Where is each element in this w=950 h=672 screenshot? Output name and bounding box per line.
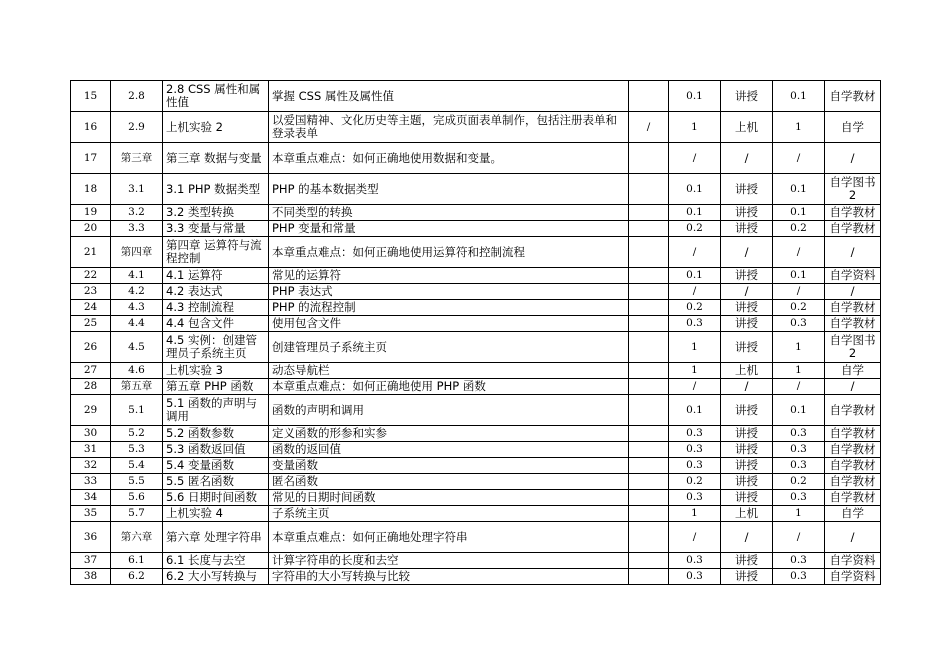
row-number: 38 <box>71 569 111 585</box>
section-number: 5.7 <box>111 506 163 522</box>
extra-cell: / <box>629 112 669 143</box>
table-row <box>71 522 881 553</box>
resource-cell: 自学教材 <box>825 490 881 506</box>
extra-cell <box>629 300 669 316</box>
self-study-hours-cell: / <box>773 379 825 395</box>
section-number: 第三章 <box>111 143 163 174</box>
topic-cell: 5.5 匿名函数 <box>163 474 269 490</box>
extra-cell <box>629 490 669 506</box>
extra-cell <box>629 474 669 490</box>
section-number: 第六章 <box>111 522 163 553</box>
hours-cell: / <box>669 143 721 174</box>
resource-cell: 自学资料 <box>825 553 881 569</box>
resource-cell: 自学教材 <box>825 395 881 426</box>
teaching-mode-cell: 讲授 <box>721 490 773 506</box>
hours-cell: 0.3 <box>669 426 721 442</box>
table-row <box>71 332 881 363</box>
topic-cell: 4.2 表达式 <box>163 284 269 300</box>
extra-cell <box>629 316 669 332</box>
teaching-mode-cell: 讲授 <box>721 300 773 316</box>
content-cell: 定义函数的形参和实参 <box>269 426 629 442</box>
topic-cell: 上机实验 3 <box>163 363 269 379</box>
topic-cell: 第三章 数据与变量 <box>163 143 269 174</box>
row-number: 29 <box>71 395 111 426</box>
extra-cell <box>629 205 669 221</box>
self-study-hours-cell: 1 <box>773 506 825 522</box>
extra-cell <box>629 221 669 237</box>
topic-cell: 上机实验 2 <box>163 112 269 143</box>
topic-cell: 5.3 函数返回值 <box>163 442 269 458</box>
topic-cell: 5.4 变量函数 <box>163 458 269 474</box>
hours-cell: / <box>669 379 721 395</box>
extra-cell <box>629 395 669 426</box>
row-number: 24 <box>71 300 111 316</box>
content-cell: 本章重点难点：如何正确地使用 PHP 函数 <box>269 379 629 395</box>
extra-cell <box>629 522 669 553</box>
resource-cell: 自学教材 <box>825 205 881 221</box>
resource-cell: 自学教材 <box>825 426 881 442</box>
row-number: 36 <box>71 522 111 553</box>
teaching-mode-cell: 讲授 <box>721 395 773 426</box>
content-cell: 不同类型的转换 <box>269 205 629 221</box>
table-row <box>71 569 881 585</box>
self-study-hours-cell: 0.2 <box>773 300 825 316</box>
table-row <box>71 268 881 284</box>
content-cell: 常见的日期时间函数 <box>269 490 629 506</box>
topic-cell: 4.4 包含文件 <box>163 316 269 332</box>
resource-cell: 自学资料 <box>825 268 881 284</box>
hours-cell: 0.3 <box>669 490 721 506</box>
resource-cell: 自学教材 <box>825 300 881 316</box>
self-study-hours-cell: 0.3 <box>773 442 825 458</box>
resource-cell: 自学教材 <box>825 442 881 458</box>
hours-cell: 0.3 <box>669 316 721 332</box>
table-row <box>71 458 881 474</box>
syllabus-table <box>70 80 881 585</box>
hours-cell: / <box>669 284 721 300</box>
topic-cell: 3.1 PHP 数据类型 <box>163 174 269 205</box>
teaching-mode-cell: / <box>721 143 773 174</box>
row-number: 37 <box>71 553 111 569</box>
hours-cell: 1 <box>669 332 721 363</box>
teaching-mode-cell: 讲授 <box>721 442 773 458</box>
self-study-hours-cell: 0.1 <box>773 205 825 221</box>
resource-cell: 自学 <box>825 112 881 143</box>
resource-cell: / <box>825 284 881 300</box>
section-number: 2.8 <box>111 81 163 112</box>
extra-cell <box>629 332 669 363</box>
section-number: 4.5 <box>111 332 163 363</box>
row-number: 21 <box>71 237 111 268</box>
section-number: 3.2 <box>111 205 163 221</box>
content-cell: 计算字符串的长度和去空 <box>269 553 629 569</box>
row-number: 26 <box>71 332 111 363</box>
self-study-hours-cell: 0.3 <box>773 490 825 506</box>
content-cell: 函数的返回值 <box>269 442 629 458</box>
topic-cell: 6.2 大小写转换与 <box>163 569 269 585</box>
table-row <box>71 143 881 174</box>
topic-cell: 第六章 处理字符串 <box>163 522 269 553</box>
table-row <box>71 474 881 490</box>
self-study-hours-cell: 0.1 <box>773 395 825 426</box>
extra-cell <box>629 174 669 205</box>
resource-cell: 自学 <box>825 363 881 379</box>
teaching-mode-cell: 讲授 <box>721 569 773 585</box>
teaching-mode-cell: / <box>721 284 773 300</box>
extra-cell <box>629 442 669 458</box>
content-cell: 常见的运算符 <box>269 268 629 284</box>
self-study-hours-cell: 0.3 <box>773 458 825 474</box>
table-row <box>71 300 881 316</box>
row-number: 23 <box>71 284 111 300</box>
resource-cell: 自学教材 <box>825 474 881 490</box>
row-number: 31 <box>71 442 111 458</box>
teaching-mode-cell: 讲授 <box>721 81 773 112</box>
row-number: 19 <box>71 205 111 221</box>
hours-cell: 1 <box>669 363 721 379</box>
content-cell: 动态导航栏 <box>269 363 629 379</box>
extra-cell <box>629 553 669 569</box>
content-cell: 子系统主页 <box>269 506 629 522</box>
content-cell: 匿名函数 <box>269 474 629 490</box>
topic-cell: 2.8 CSS 属性和属性值 <box>163 81 269 112</box>
section-number: 5.4 <box>111 458 163 474</box>
table-row <box>71 205 881 221</box>
hours-cell: 0.3 <box>669 458 721 474</box>
content-cell: 使用包含文件 <box>269 316 629 332</box>
extra-cell <box>629 379 669 395</box>
topic-cell: 5.2 函数参数 <box>163 426 269 442</box>
hours-cell: 0.2 <box>669 221 721 237</box>
teaching-mode-cell: 讲授 <box>721 553 773 569</box>
content-cell: 本章重点难点：如何正确地使用数据和变量。 <box>269 143 629 174</box>
section-number: 2.9 <box>111 112 163 143</box>
resource-cell: / <box>825 522 881 553</box>
table-row <box>71 237 881 268</box>
resource-cell: 自学资料 <box>825 569 881 585</box>
resource-cell: 自学图书 2 <box>825 174 881 205</box>
table-row <box>71 442 881 458</box>
table-row <box>71 174 881 205</box>
self-study-hours-cell: 0.3 <box>773 553 825 569</box>
section-number: 6.2 <box>111 569 163 585</box>
teaching-mode-cell: 讲授 <box>721 174 773 205</box>
content-cell: 创建管理员子系统主页 <box>269 332 629 363</box>
topic-cell: 上机实验 4 <box>163 506 269 522</box>
extra-cell <box>629 458 669 474</box>
content-cell: 本章重点难点：如何正确地使用运算符和控制流程 <box>269 237 629 268</box>
content-cell: 本章重点难点：如何正确地处理字符串 <box>269 522 629 553</box>
teaching-mode-cell: 讲授 <box>721 205 773 221</box>
teaching-mode-cell: 讲授 <box>721 426 773 442</box>
row-number: 32 <box>71 458 111 474</box>
row-number: 27 <box>71 363 111 379</box>
teaching-mode-cell: / <box>721 237 773 268</box>
extra-cell <box>629 143 669 174</box>
topic-cell: 5.1 函数的声明与调用 <box>163 395 269 426</box>
row-number: 33 <box>71 474 111 490</box>
hours-cell: 0.1 <box>669 395 721 426</box>
row-number: 30 <box>71 426 111 442</box>
row-number: 17 <box>71 143 111 174</box>
hours-cell: 1 <box>669 506 721 522</box>
self-study-hours-cell: 0.3 <box>773 569 825 585</box>
teaching-mode-cell: 上机 <box>721 506 773 522</box>
hours-cell: 0.1 <box>669 205 721 221</box>
self-study-hours-cell: 0.2 <box>773 474 825 490</box>
section-number: 5.6 <box>111 490 163 506</box>
section-number: 第四章 <box>111 237 163 268</box>
hours-cell: / <box>669 522 721 553</box>
row-number: 16 <box>71 112 111 143</box>
hours-cell: 1 <box>669 112 721 143</box>
resource-cell: 自学图书 2 <box>825 332 881 363</box>
extra-cell <box>629 284 669 300</box>
section-number: 4.2 <box>111 284 163 300</box>
content-cell: PHP 的流程控制 <box>269 300 629 316</box>
section-number: 4.1 <box>111 268 163 284</box>
teaching-mode-cell: 讲授 <box>721 458 773 474</box>
teaching-mode-cell: 讲授 <box>721 221 773 237</box>
resource-cell: / <box>825 237 881 268</box>
content-cell: PHP 表达式 <box>269 284 629 300</box>
content-cell: 字符串的大小写转换与比较 <box>269 569 629 585</box>
self-study-hours-cell: 1 <box>773 112 825 143</box>
self-study-hours-cell: / <box>773 284 825 300</box>
topic-cell: 3.3 变量与常量 <box>163 221 269 237</box>
section-number: 5.5 <box>111 474 163 490</box>
self-study-hours-cell: 0.3 <box>773 316 825 332</box>
hours-cell: 0.3 <box>669 569 721 585</box>
table-body <box>71 81 881 585</box>
topic-cell: 6.1 长度与去空 <box>163 553 269 569</box>
row-number: 34 <box>71 490 111 506</box>
extra-cell <box>629 237 669 268</box>
topic-cell: 4.3 控制流程 <box>163 300 269 316</box>
extra-cell <box>629 81 669 112</box>
section-number: 4.6 <box>111 363 163 379</box>
row-number: 15 <box>71 81 111 112</box>
hours-cell: 0.3 <box>669 553 721 569</box>
document-page <box>70 80 881 585</box>
resource-cell: 自学教材 <box>825 458 881 474</box>
table-row <box>71 363 881 379</box>
hours-cell: 0.1 <box>669 174 721 205</box>
content-cell: 以爱国精神、文化历史等主题，完成页面表单制作，包括注册表单和登录表单 <box>269 112 629 143</box>
table-row <box>71 490 881 506</box>
table-row <box>71 112 881 143</box>
section-number: 5.1 <box>111 395 163 426</box>
table-row <box>71 553 881 569</box>
teaching-mode-cell: 讲授 <box>721 332 773 363</box>
resource-cell: 自学教材 <box>825 81 881 112</box>
table-row <box>71 426 881 442</box>
teaching-mode-cell: / <box>721 522 773 553</box>
self-study-hours-cell: 0.2 <box>773 221 825 237</box>
table-row <box>71 395 881 426</box>
section-number: 6.1 <box>111 553 163 569</box>
resource-cell: 自学教材 <box>825 221 881 237</box>
extra-cell <box>629 506 669 522</box>
extra-cell <box>629 363 669 379</box>
content-cell: PHP 的基本数据类型 <box>269 174 629 205</box>
self-study-hours-cell: / <box>773 237 825 268</box>
section-number: 3.1 <box>111 174 163 205</box>
content-cell: 变量函数 <box>269 458 629 474</box>
self-study-hours-cell: 1 <box>773 363 825 379</box>
teaching-mode-cell: 讲授 <box>721 474 773 490</box>
hours-cell: 0.2 <box>669 300 721 316</box>
row-number: 20 <box>71 221 111 237</box>
table-row <box>71 221 881 237</box>
topic-cell: 第四章 运算符与流程控制 <box>163 237 269 268</box>
teaching-mode-cell: 讲授 <box>721 268 773 284</box>
content-cell: 函数的声明和调用 <box>269 395 629 426</box>
topic-cell: 3.2 类型转换 <box>163 205 269 221</box>
content-cell: 掌握 CSS 属性及属性值 <box>269 81 629 112</box>
self-study-hours-cell: / <box>773 522 825 553</box>
topic-cell: 4.1 运算符 <box>163 268 269 284</box>
resource-cell: / <box>825 379 881 395</box>
hours-cell: 0.1 <box>669 81 721 112</box>
resource-cell: 自学 <box>825 506 881 522</box>
self-study-hours-cell: / <box>773 143 825 174</box>
resource-cell: 自学教材 <box>825 316 881 332</box>
section-number: 5.2 <box>111 426 163 442</box>
section-number: 4.4 <box>111 316 163 332</box>
row-number: 22 <box>71 268 111 284</box>
content-cell: PHP 变量和常量 <box>269 221 629 237</box>
self-study-hours-cell: 0.1 <box>773 174 825 205</box>
self-study-hours-cell: 0.1 <box>773 268 825 284</box>
topic-cell: 第五章 PHP 函数 <box>163 379 269 395</box>
extra-cell <box>629 569 669 585</box>
section-number: 5.3 <box>111 442 163 458</box>
row-number: 25 <box>71 316 111 332</box>
teaching-mode-cell: / <box>721 379 773 395</box>
table-row <box>71 506 881 522</box>
row-number: 18 <box>71 174 111 205</box>
extra-cell <box>629 426 669 442</box>
teaching-mode-cell: 上机 <box>721 363 773 379</box>
teaching-mode-cell: 上机 <box>721 112 773 143</box>
self-study-hours-cell: 0.1 <box>773 81 825 112</box>
table-row <box>71 81 881 112</box>
section-number: 第五章 <box>111 379 163 395</box>
hours-cell: 0.2 <box>669 474 721 490</box>
teaching-mode-cell: 讲授 <box>721 316 773 332</box>
table-row <box>71 284 881 300</box>
hours-cell: 0.1 <box>669 268 721 284</box>
extra-cell <box>629 268 669 284</box>
section-number: 4.3 <box>111 300 163 316</box>
table-row <box>71 379 881 395</box>
hours-cell: / <box>669 237 721 268</box>
row-number: 35 <box>71 506 111 522</box>
self-study-hours-cell: 0.3 <box>773 426 825 442</box>
table-row <box>71 316 881 332</box>
topic-cell: 4.5 实例：创建管理员子系统主页 <box>163 332 269 363</box>
self-study-hours-cell: 1 <box>773 332 825 363</box>
topic-cell: 5.6 日期时间函数 <box>163 490 269 506</box>
section-number: 3.3 <box>111 221 163 237</box>
row-number: 28 <box>71 379 111 395</box>
resource-cell: / <box>825 143 881 174</box>
hours-cell: 0.3 <box>669 442 721 458</box>
